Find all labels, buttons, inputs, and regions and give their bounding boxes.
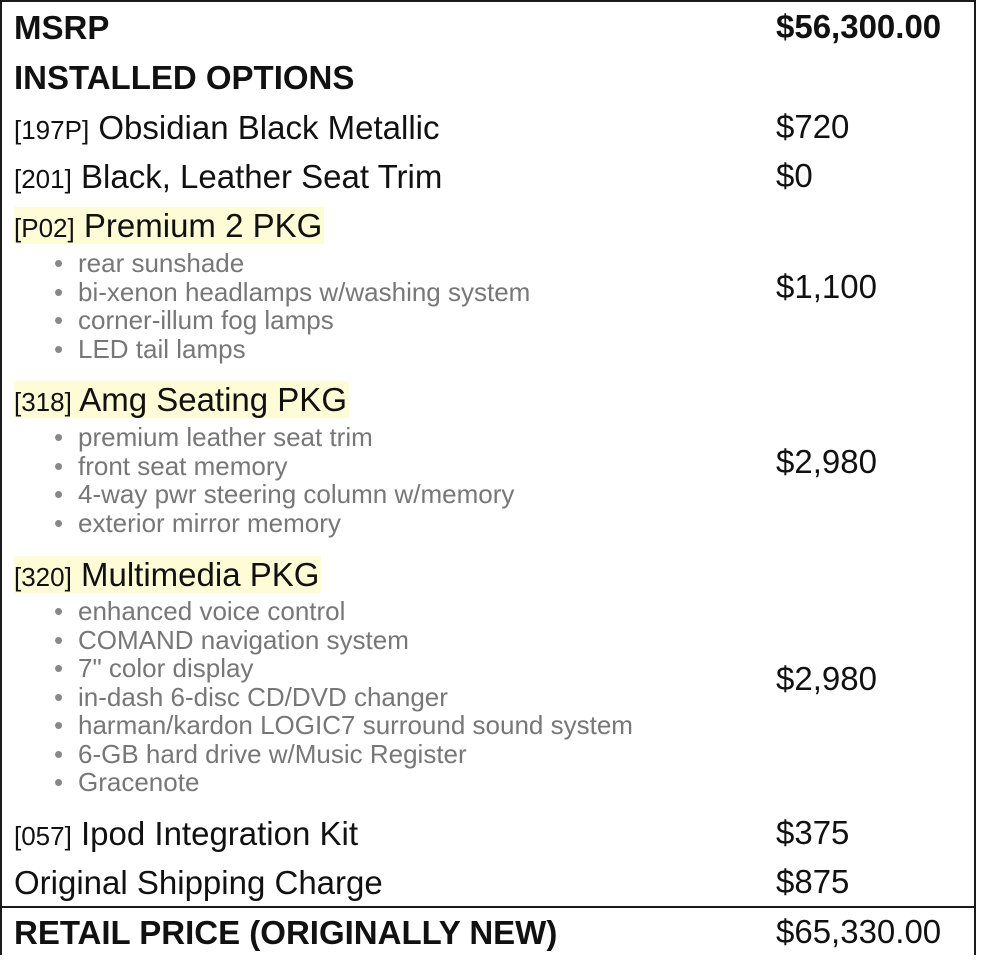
msrp-label: MSRP xyxy=(14,9,110,46)
option-name: Amg Seating PKG xyxy=(79,381,347,418)
option-code: [P02] xyxy=(14,213,75,243)
feature-item: • exterior mirror memory xyxy=(54,509,514,538)
feature-item: • corner-illum fog lamps xyxy=(54,306,530,335)
package-price: $2,980 xyxy=(776,660,877,697)
retail-price-value: $65,330.00 xyxy=(776,913,942,950)
option-code: [057] xyxy=(14,821,72,851)
feature-item: • bi-xenon headlamps w/washing system xyxy=(54,278,530,307)
package-title xyxy=(14,556,962,594)
package-title-highlight xyxy=(14,556,321,593)
retail-price-label: RETAIL PRICE (ORIGINALLY NEW) xyxy=(14,914,558,951)
package-price: $1,100 xyxy=(776,268,877,305)
feature-item: • LED tail lamps xyxy=(54,335,530,364)
package-price: $2,980 xyxy=(776,443,877,480)
package-title xyxy=(14,381,962,419)
option-code: [320] xyxy=(14,562,72,592)
feature-item: • harman/kardon LOGIC7 surround sound system xyxy=(54,711,633,740)
option-row xyxy=(14,158,962,196)
feature-item: • in-dash 6-disc CD/DVD changer xyxy=(54,683,633,712)
package-title-highlight xyxy=(14,207,324,244)
option-code: [318] xyxy=(14,387,72,417)
feature-item: • COMAND navigation system xyxy=(54,626,633,655)
package-title xyxy=(14,207,962,245)
option-name: Premium 2 PKG xyxy=(83,207,323,244)
option-name: Multimedia PKG xyxy=(81,556,320,593)
shipping-price: $875 xyxy=(776,863,850,900)
package-row xyxy=(14,381,962,419)
installed-options-heading-row xyxy=(14,60,962,96)
feature-item: • 6-GB hard drive w/Music Register xyxy=(54,740,633,769)
page-bottom-edge xyxy=(0,955,986,960)
feature-item: • enhanced voice control xyxy=(54,597,633,626)
installed-options-heading: INSTALLED OPTIONS xyxy=(14,59,355,96)
package-feature-list xyxy=(54,597,633,797)
option-code: [201] xyxy=(14,164,72,194)
option-code: [197P] xyxy=(14,115,90,145)
package-row xyxy=(14,556,962,594)
msrp-price: $56,300.00 xyxy=(776,8,942,45)
feature-item: • 4-way pwr steering column w/memory xyxy=(54,480,514,509)
option-price: $375 xyxy=(776,814,850,851)
package-title-highlight xyxy=(14,381,349,418)
option-title xyxy=(14,158,962,196)
feature-item: • front seat memory xyxy=(54,452,514,481)
feature-item: • premium leather seat trim xyxy=(54,423,514,452)
shipping-label: Original Shipping Charge xyxy=(14,864,383,901)
feature-item: • 7" color display xyxy=(54,654,633,683)
option-name: Obsidian Black Metallic xyxy=(98,109,440,146)
option-price: $0 xyxy=(776,157,813,194)
package-feature-list xyxy=(54,423,514,537)
option-name: Black, Leather Seat Trim xyxy=(81,158,443,195)
option-price: $720 xyxy=(776,108,850,145)
feature-item: • rear sunshade xyxy=(54,249,530,278)
total-divider xyxy=(2,906,974,908)
feature-item: • Gracenote xyxy=(54,768,633,797)
package-feature-list xyxy=(54,249,530,363)
package-row xyxy=(14,207,962,245)
option-name: Ipod Integration Kit xyxy=(81,815,359,852)
